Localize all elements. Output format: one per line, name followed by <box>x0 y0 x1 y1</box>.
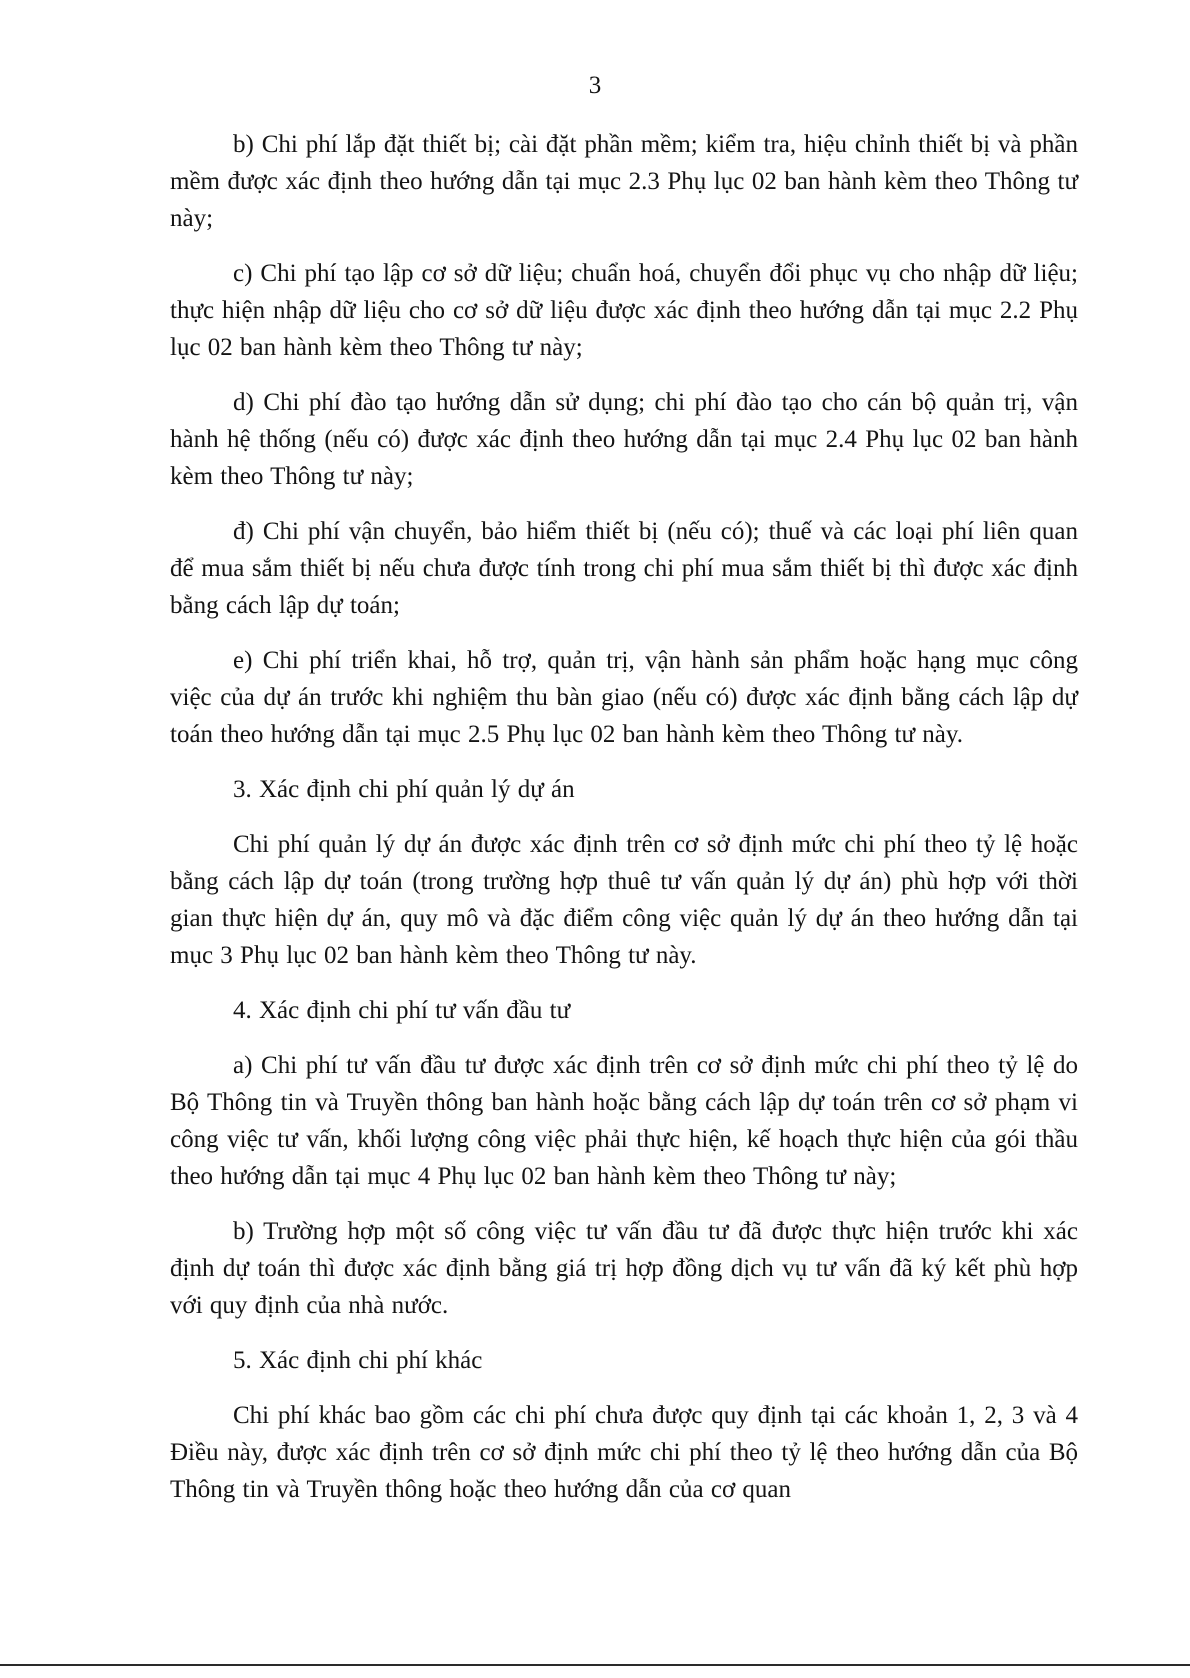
paragraph-2e-deployment-support: e) Chi phí triển khai, hỗ trợ, quản trị, vận hành sản phẩm hoặc hạng mục công việc của dự án trước khi nghiệm thu bàn giao (nếu có) được xác định bằng cách lập dự toán theo hướng dẫn tại mục 2.5 Phụ lục 02 ban hành kèm theo Thông tư này. <box>170 647 1078 748</box>
bottom-divider <box>0 1664 1190 1666</box>
paragraph-2b-equipment-installation: b) Chi phí lắp đặt thiết bị; cài đặt phần mềm; kiểm tra, hiệu chỉnh thiết bị và phần mềm được xác định theo hướng dẫn tại mục 2.3 Phụ lục 02 ban hành kèm theo Thông tư này; <box>170 131 1078 232</box>
paragraph-4a-consulting-cost: a) Chi phí tư vấn đầu tư được xác định trên cơ sở định mức chi phí theo tỷ lệ do Bộ Thông tin và Truyền thông ban hành hoặc bằng cách lập dự toán trên cơ sở phạm vi công việc tư vấn, khối lượng công việc phải thực hiện, kế hoạch thực hiện của gói thầu theo hướng dẫn tại mục 4 Phụ lục 02 ban hành kèm theo Thông tư này; <box>170 1052 1078 1190</box>
page-body <box>170 126 1078 1508</box>
paragraph-5-other-costs: Chi phí khác bao gồm các chi phí chưa được quy định tại các khoản 1, 2, 3 và 4 Điều này, được xác định trên cơ sở định mức chi phí theo tỷ lệ theo hướng dẫn của Bộ Thông tin và Truyền thông hoặc theo hướng dẫn của cơ quan <box>170 1402 1078 1503</box>
page-number: 3 <box>588 72 602 99</box>
paragraph-2c-database-creation: c) Chi phí tạo lập cơ sở dữ liệu; chuẩn hoá, chuyển đổi phục vụ cho nhập dữ liệu; thực hiện nhập dữ liệu cho cơ sở dữ liệu được xác định theo hướng dẫn tại mục 2.2 Phụ lục 02 ban hành kèm theo Thông tư này; <box>170 260 1078 361</box>
paragraph-2dd-transport-insurance: đ) Chi phí vận chuyển, bảo hiểm thiết bị (nếu có); thuế và các loại phí liên quan để mua sắm thiết bị nếu chưa được tính trong chi phí mua sắm thiết bị thì được xác định bằng cách lập dự toán; <box>170 518 1078 619</box>
paragraph-4b-prior-consulting: b) Trường hợp một số công việc tư vấn đầu tư đã được thực hiện trước khi xác định dự toán thì được xác định bằng giá trị hợp đồng dịch vụ tư vấn đã ký kết phù hợp với quy định của nhà nước. <box>170 1218 1078 1319</box>
paragraph-2d-training: d) Chi phí đào tạo hướng dẫn sử dụng; chi phí đào tạo cho cán bộ quản trị, vận hành hệ thống (nếu có) được xác định theo hướng dẫn tại mục 2.4 Phụ lục 02 ban hành kèm theo Thông tư này; <box>170 389 1078 490</box>
paragraph-3-project-management-cost: Chi phí quản lý dự án được xác định trên cơ sở định mức chi phí theo tỷ lệ hoặc bằng cách lập dự toán (trong trường hợp thuê tư vấn quản lý dự án) phù hợp với thời gian thực hiện dự án, quy mô và đặc điểm công việc quản lý dự án theo hướng dẫn tại mục 3 Phụ lục 02 ban hành kèm theo Thông tư này. <box>170 831 1078 969</box>
section-heading-5: 5. Xác định chi phí khác <box>233 1347 483 1374</box>
section-heading-3: 3. Xác định chi phí quản lý dự án <box>233 776 575 803</box>
section-heading-4: 4. Xác định chi phí tư vấn đầu tư <box>233 997 571 1024</box>
